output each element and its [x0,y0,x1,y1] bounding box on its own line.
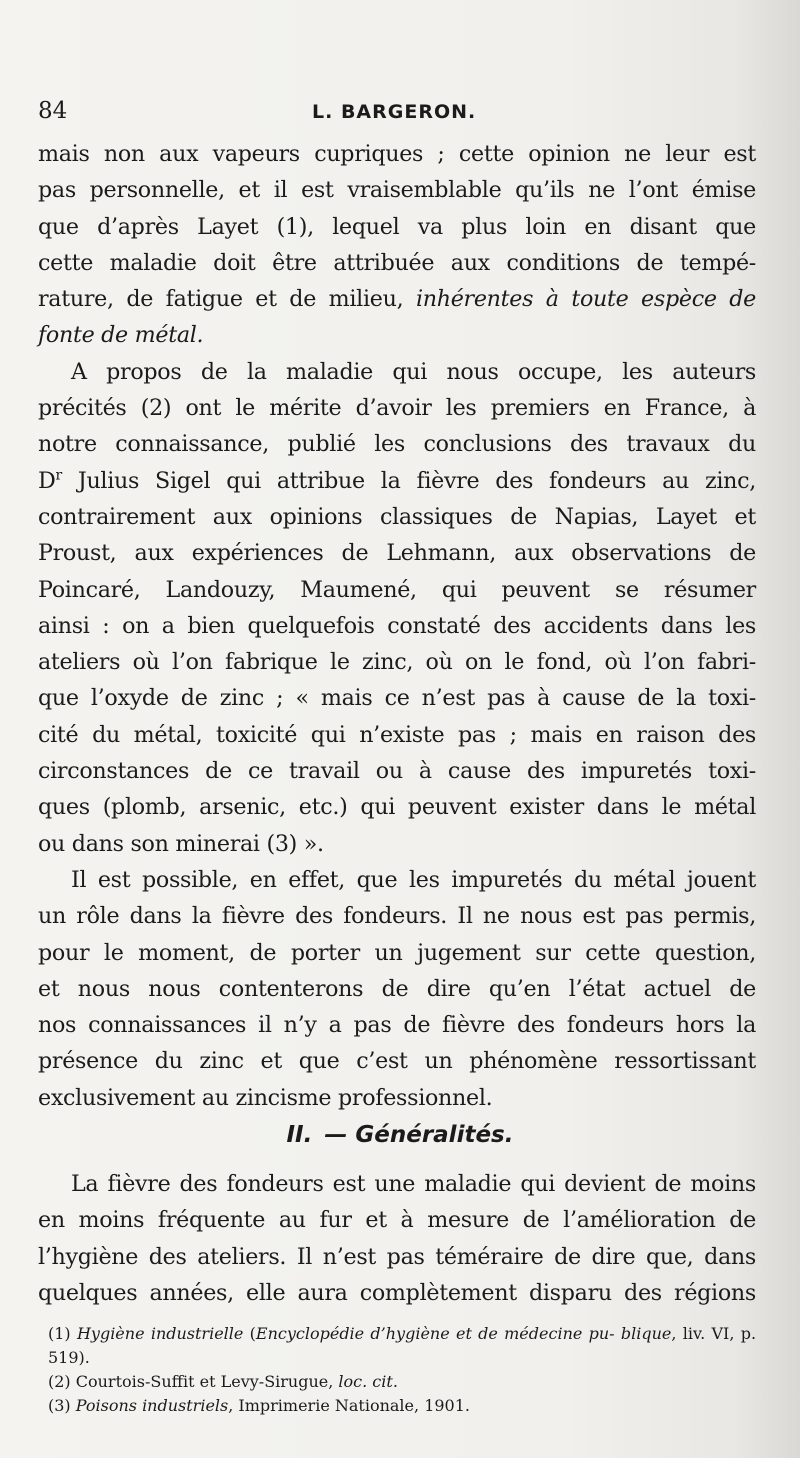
italic-span: Poisons industriels [75,1396,229,1415]
text-line: cette maladie doit être attribuée aux conditions de tempé- [38,249,756,276]
running-head: L. BARGERON. [312,101,477,123]
italic-span: Hygiène industrielle [76,1324,244,1343]
text-span: D [38,467,56,494]
page-number: 84 [38,98,68,124]
footnote-3 [48,1394,756,1418]
footnote-marker: (3) [48,1396,76,1415]
text-line: ques (plomb, arsenic, etc.) qui peuvent exister dans le métal [38,794,756,821]
italic-span: blique [620,1324,672,1343]
text-line: précités (2) ont le mérite d’avoir les premiers en France, à [38,395,756,422]
footnote-2 [48,1370,756,1394]
text-line: A propos de la maladie qui nous occupe, les auteurs [71,358,756,385]
italic-span: Encyclopédie d’hygiène et de médecine pu- [255,1324,615,1343]
body-text-top [38,136,756,1116]
text-line: mais non aux vapeurs cupriques ; cette opinion ne leur est [38,141,756,167]
text-line: ainsi : on a bien quelquefois constaté des accidents dans les [38,612,756,639]
text-span: ( [243,1324,256,1343]
footnote-marker: (1) [48,1324,77,1343]
italic-span: inhérentes à toute espèce de [415,286,756,313]
footnotes [48,1322,756,1418]
text-line: La fièvre des fondeurs est une maladie qui devient de moins [71,1171,756,1197]
text-line: que l’oxyde de zinc ; « mais ce n’est pas à cause de la toxi- [38,685,756,712]
text-span: Courtois-Suffit et Levy-Sirugue, [75,1372,339,1391]
text-line: notre connaissance, publié les conclusions des travaux du [38,431,756,458]
text-line: contrairement aux opinions classiques de Napias, Layet et [38,503,756,530]
text-span: rature, de fatigue et de milieu, [38,286,416,313]
body-text-bottom [38,1166,756,1311]
text-line: pour le moment, de porter un jugement sur cette question, [38,939,756,966]
text-line [38,463,756,499]
section-heading [0,1122,800,1148]
text-line: nos connaissances il n’y a pas de fièvre des fondeurs hors la [38,1012,756,1039]
text-line: que d’après Layet (1), lequel va plus loin en disant que [38,213,756,240]
text-line: un rôle dans la fièvre des fondeurs. Il ne nous est pas permis, [38,903,756,930]
text-span: Julius Sigel qui attribue la fièvre des fondeurs au zinc, [61,467,756,494]
text-line: Il est possible, en effet, que les impuretés du métal jouent [71,866,756,893]
text-span: , Imprimerie Nationale, 1901. [228,1396,470,1415]
text-line [38,281,756,317]
text-line: quelques années, elle aura complètement disparu des régions [38,1279,756,1306]
section-number: II. [286,1122,313,1148]
footnote-1 [48,1322,756,1370]
text-line: circonstances de ce travail ou à cause des impuretés toxi- [38,758,756,785]
text-line: pas personnelle, et il est vraisemblable qu’ils ne l’ont émise [38,177,756,204]
text-line [38,317,756,353]
superscript: r [55,467,62,484]
text-line: exclusivement au zincisme professionnel. [38,1084,493,1111]
text-line: présence du zinc et que c’est un phénomène ressortissant [38,1048,756,1075]
page-header [38,98,758,132]
text-span: , liv. VI, p. 519). [48,1324,757,1367]
text-line: Proust, aux expériences de Lehmann, aux observations de [38,540,756,567]
section-title: — Généralités. [324,1122,514,1148]
italic-span: fonte de métal. [38,322,204,349]
text-line: Poincaré, Landouzy, Maumené, qui peuvent se résumer [38,576,756,603]
footnote-marker: (2) [48,1372,76,1391]
text-line: cité du métal, toxicité qui n’existe pas ; mais en raison des [38,721,756,748]
text-line: en moins fréquente au fur et à mesure de l’amélioration de [38,1207,756,1234]
text-line: ateliers où l’on fabrique le zinc, où on le fond, où l’on fabri- [38,649,756,676]
text-line: l’hygiène des ateliers. Il n’est pas téméraire de dire que, dans [38,1243,756,1270]
italic-span: loc. cit. [338,1372,398,1391]
text-line: et nous nous contenterons de dire qu’en l’état actuel de [38,975,756,1002]
text-line: ou dans son minerai (3) ». [38,830,324,857]
